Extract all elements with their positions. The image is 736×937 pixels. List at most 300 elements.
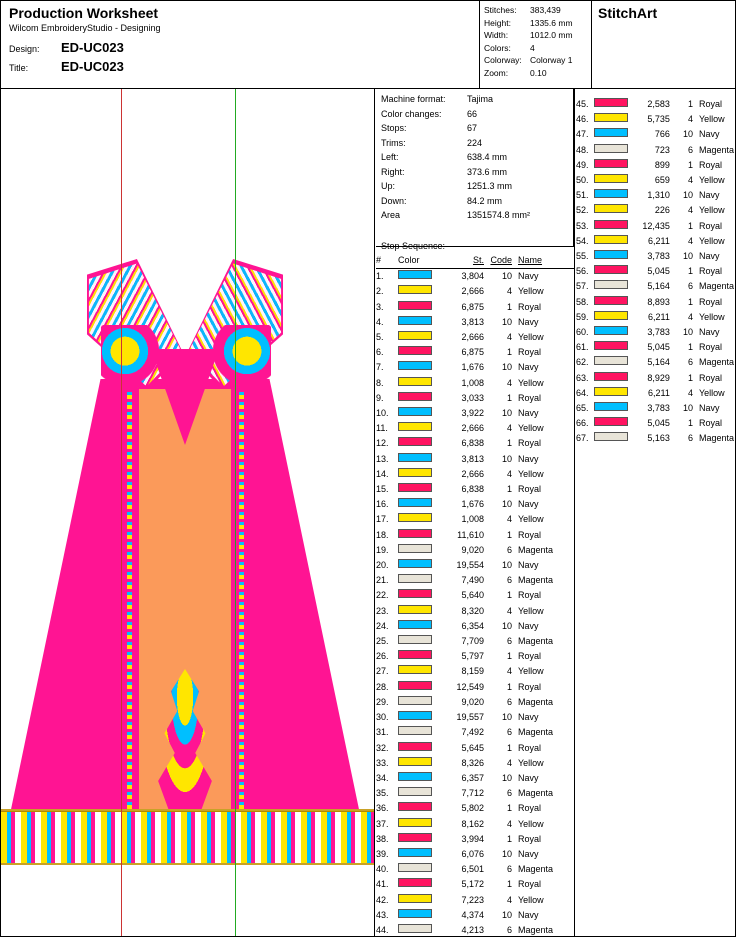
hem-line-bottom <box>1 863 375 865</box>
table-row <box>576 264 734 279</box>
color-code: 10 <box>501 560 512 571</box>
stitch-count: 2,666 <box>461 468 484 479</box>
row-index: 56. <box>576 266 589 277</box>
swatch-icon <box>398 559 432 568</box>
stitch-count: 6,875 <box>461 301 484 312</box>
color-code: 6 <box>506 575 512 586</box>
swatch-icon <box>398 635 432 644</box>
stitch-count: 6,838 <box>461 484 484 495</box>
color-name: Magenta <box>518 636 554 647</box>
row-index: 41. <box>376 879 389 890</box>
row-index: 42. <box>376 894 389 905</box>
color-swatch <box>398 893 438 908</box>
color-name: Yellow <box>518 286 544 297</box>
color-swatch <box>594 188 632 203</box>
color-swatch <box>594 355 632 370</box>
color-swatch <box>398 391 438 406</box>
color-name: Navy <box>698 403 720 414</box>
table-row <box>376 634 574 649</box>
swatch-icon <box>398 301 432 310</box>
stitch-count: 12,549 <box>456 681 484 692</box>
color-code: 4 <box>687 205 693 216</box>
color-code: 1 <box>506 438 512 449</box>
swatch-icon <box>594 326 628 335</box>
stitch-count: 2,666 <box>461 423 484 434</box>
row-index: 22. <box>376 590 389 601</box>
color-swatch <box>398 923 438 937</box>
swatch-icon <box>594 432 628 441</box>
header-right <box>591 1 735 89</box>
stitch-count: 5,645 <box>461 742 484 753</box>
color-swatch <box>398 741 438 756</box>
color-code: 10 <box>501 848 512 859</box>
color-name: Royal <box>518 438 542 449</box>
garment-artwork <box>1 89 375 936</box>
table-row <box>376 588 574 603</box>
swatch-icon <box>398 574 432 583</box>
color-swatch <box>594 325 632 340</box>
row-index: 12. <box>376 438 389 449</box>
swatch-icon <box>594 220 628 229</box>
table-row <box>576 158 734 173</box>
table-row <box>376 467 574 482</box>
summary-row <box>484 4 587 17</box>
swatch-icon <box>398 377 432 386</box>
table-row <box>576 310 734 325</box>
stat-value: 638.4 mm <box>467 152 508 162</box>
swatch-icon <box>398 483 432 492</box>
color-swatch <box>594 279 632 294</box>
color-name: Royal <box>518 803 542 814</box>
stitch-count: 6,838 <box>461 438 484 449</box>
color-code: 1 <box>506 833 512 844</box>
stitch-count: 8,320 <box>461 605 484 616</box>
stat-row <box>381 165 568 180</box>
color-swatch <box>398 801 438 816</box>
color-swatch <box>398 847 438 862</box>
color-code: 4 <box>687 175 693 186</box>
swatch-icon <box>398 361 432 370</box>
stat-row <box>381 150 568 165</box>
color-code: 1 <box>506 347 512 358</box>
color-code: 6 <box>506 788 512 799</box>
stat-row <box>381 136 568 151</box>
table-row <box>376 300 574 315</box>
row-index: 6. <box>376 347 384 358</box>
stitch-count: 226 <box>654 205 670 216</box>
color-name: Royal <box>698 266 722 277</box>
color-name: Royal <box>698 296 722 307</box>
color-code: 6 <box>506 864 512 875</box>
swatch-icon <box>398 726 432 735</box>
color-code: 1 <box>506 529 512 540</box>
color-swatch <box>398 604 438 619</box>
swatch-icon <box>398 346 432 355</box>
color-code: 10 <box>501 316 512 327</box>
stitch-count: 2,583 <box>647 99 670 109</box>
row-index: 23. <box>376 605 389 616</box>
color-swatch <box>594 158 632 173</box>
color-swatch <box>398 588 438 603</box>
swatch-icon <box>398 848 432 857</box>
color-name: Yellow <box>518 757 544 768</box>
color-swatch <box>594 431 632 446</box>
column-divider <box>574 89 575 936</box>
row-index: 58. <box>576 296 589 307</box>
row-index: 1. <box>376 271 384 282</box>
row-index: 40. <box>376 864 389 875</box>
swatch-icon <box>398 696 432 705</box>
table-row <box>376 801 574 816</box>
table-row <box>376 771 574 786</box>
table-row <box>376 497 574 512</box>
design-preview <box>1 89 375 936</box>
stitch-count: 723 <box>654 144 670 155</box>
color-code: 4 <box>687 387 693 398</box>
color-swatch <box>398 315 438 330</box>
table-row <box>376 330 574 345</box>
summary-value: 4 <box>530 42 535 53</box>
stat-row <box>381 194 568 209</box>
color-code: 4 <box>687 235 693 246</box>
table-header-row <box>376 253 574 269</box>
table-row <box>576 355 734 370</box>
color-name: Yellow <box>518 666 544 677</box>
color-code: 6 <box>506 924 512 935</box>
color-swatch <box>398 817 438 832</box>
stitch-count: 5,045 <box>647 266 670 277</box>
guideline-vertical-red <box>121 89 122 936</box>
swatch-icon <box>398 513 432 522</box>
color-name: Magenta <box>518 727 554 738</box>
color-name: Navy <box>518 848 539 859</box>
table-row <box>376 680 574 695</box>
row-index: 7. <box>376 362 384 373</box>
summary-value: 1012.0 mm <box>530 30 573 41</box>
color-name: Navy <box>518 560 539 571</box>
design-summary <box>479 1 591 89</box>
swatch-icon <box>398 863 432 872</box>
row-index: 27. <box>376 666 389 677</box>
row-index: 25. <box>376 636 389 647</box>
color-swatch <box>398 543 438 558</box>
row-index: 66. <box>576 418 589 429</box>
color-swatch <box>398 330 438 345</box>
color-code: 4 <box>506 894 512 905</box>
color-swatch <box>398 710 438 725</box>
color-name: Navy <box>698 327 720 338</box>
table-row <box>376 832 574 847</box>
table-row <box>576 234 734 249</box>
swatch-icon <box>398 818 432 827</box>
color-code: 1 <box>687 418 693 429</box>
color-code: 1 <box>506 301 512 312</box>
title-label: Title: <box>9 63 29 73</box>
swatch-icon <box>594 280 628 289</box>
col-stitches: St. <box>438 253 490 269</box>
color-code: 1 <box>506 742 512 753</box>
swatch-icon <box>594 128 628 137</box>
color-code: 1 <box>687 372 693 383</box>
color-swatch <box>594 310 632 325</box>
summary-row <box>484 42 587 55</box>
stat-key: Up: <box>381 181 396 191</box>
stitch-count: 6,875 <box>461 347 484 358</box>
swatch-icon <box>594 402 628 411</box>
stitch-count: 5,163 <box>647 433 670 444</box>
swatch-icon <box>594 417 628 426</box>
row-index: 48. <box>576 144 589 155</box>
row-index: 61. <box>576 342 589 353</box>
color-code: 4 <box>506 286 512 297</box>
swatch-icon <box>398 589 432 598</box>
color-swatch <box>398 786 438 801</box>
stitch-count: 3,804 <box>461 271 484 282</box>
table-row <box>376 543 574 558</box>
color-swatch <box>398 436 438 451</box>
table-row <box>376 862 574 877</box>
color-name: Navy <box>518 620 539 631</box>
stat-value: Tajima <box>467 94 494 104</box>
color-code: 1 <box>687 159 693 170</box>
stitch-count: 899 <box>654 159 670 170</box>
color-name: Navy <box>698 251 720 262</box>
page-header <box>1 1 735 89</box>
color-name: Royal <box>518 879 542 890</box>
color-code: 10 <box>682 190 693 201</box>
swatch-icon <box>398 422 432 431</box>
color-swatch <box>594 371 632 386</box>
color-swatch <box>398 360 438 375</box>
stitch-count: 3,783 <box>647 251 670 262</box>
table-row <box>376 391 574 406</box>
stat-row <box>381 92 568 107</box>
stitch-count: 3,033 <box>461 392 484 403</box>
color-name: Royal <box>518 590 542 601</box>
swatch-icon <box>398 468 432 477</box>
stat-value: 1351574.8 mm² <box>467 210 531 220</box>
stitch-count: 6,357 <box>461 772 484 783</box>
color-name: Royal <box>518 742 542 753</box>
color-code: 4 <box>687 114 693 125</box>
swatch-icon <box>398 833 432 842</box>
stitch-count: 6,211 <box>648 387 670 398</box>
color-name: Royal <box>518 681 542 692</box>
color-code: 1 <box>506 803 512 814</box>
table-row <box>376 360 574 375</box>
swatch-icon <box>398 650 432 659</box>
color-swatch <box>398 908 438 923</box>
swatch-icon <box>398 620 432 629</box>
color-name: Magenta <box>518 696 554 707</box>
table-row <box>376 756 574 771</box>
color-swatch <box>594 97 632 112</box>
table-row <box>376 528 574 543</box>
stat-key: Down: <box>381 195 407 206</box>
stitch-count: 6,354 <box>461 620 484 631</box>
color-name: Navy <box>518 772 539 783</box>
stat-value: 67 <box>467 123 478 133</box>
swatch-icon <box>594 159 628 168</box>
color-code: 4 <box>506 468 512 479</box>
color-name: Navy <box>518 909 539 920</box>
color-name: Yellow <box>518 605 544 616</box>
stat-row <box>381 107 568 122</box>
color-swatch <box>594 112 632 127</box>
stat-row <box>381 121 568 136</box>
stitch-count: 3,922 <box>461 408 484 419</box>
table-row <box>376 649 574 664</box>
color-swatch <box>398 269 438 285</box>
page-title: Production Worksheet <box>9 5 159 21</box>
swatch-icon <box>398 665 432 674</box>
table-row <box>376 908 574 923</box>
color-code: 4 <box>506 332 512 343</box>
col-index: # <box>376 253 398 269</box>
table-row <box>576 203 734 218</box>
table-row <box>576 295 734 310</box>
color-swatch <box>398 862 438 877</box>
summary-value: Colorway 1 <box>530 55 573 66</box>
stitch-count: 7,490 <box>461 575 484 586</box>
summary-key: Colorway: <box>484 55 522 66</box>
table-row <box>376 847 574 862</box>
row-index: 21. <box>376 575 389 586</box>
stat-key: Machine format: <box>381 94 446 104</box>
color-code: 10 <box>501 909 512 920</box>
stitch-count: 4,374 <box>461 909 484 920</box>
table-row <box>576 431 734 446</box>
summary-row <box>484 17 587 30</box>
table-row <box>376 482 574 497</box>
table-row <box>576 416 734 431</box>
swatch-icon <box>594 189 628 198</box>
stitch-count: 9,020 <box>461 696 484 707</box>
summary-value: 0.10 <box>530 67 547 78</box>
swatch-icon <box>398 331 432 340</box>
stitch-count: 3,783 <box>647 327 670 338</box>
color-name: Navy <box>518 712 539 723</box>
stitch-count: 5,172 <box>461 879 484 890</box>
table-row <box>376 269 574 285</box>
color-name: Magenta <box>698 433 734 444</box>
row-index: 53. <box>576 220 589 231</box>
color-code: 10 <box>682 251 693 262</box>
swatch-icon <box>594 372 628 381</box>
color-swatch <box>594 416 632 431</box>
color-swatch <box>398 832 438 847</box>
stitch-count: 3,813 <box>461 453 484 464</box>
table-row <box>576 325 734 340</box>
color-swatch <box>398 345 438 360</box>
table-row <box>576 127 734 142</box>
color-code: 1 <box>506 590 512 601</box>
stat-value: 224 <box>467 137 483 148</box>
center-panel-trim-right <box>239 389 244 819</box>
stitch-count: 7,223 <box>461 894 484 905</box>
row-index: 24. <box>376 620 389 631</box>
stitch-count: 11,610 <box>457 529 484 540</box>
stitch-count: 2,666 <box>461 332 484 343</box>
swatch-icon <box>398 316 432 325</box>
row-index: 43. <box>376 909 389 920</box>
swatch-icon <box>594 356 628 365</box>
stitch-count: 1,008 <box>461 514 484 525</box>
color-swatch <box>398 725 438 740</box>
row-index: 10. <box>376 408 389 419</box>
color-swatch <box>398 467 438 482</box>
row-index: 67. <box>576 433 589 444</box>
color-swatch <box>398 482 438 497</box>
table-row <box>376 725 574 740</box>
stitch-count: 8,159 <box>461 666 484 677</box>
table-row <box>576 143 734 158</box>
color-swatch <box>594 173 632 188</box>
table-row <box>376 376 574 391</box>
swatch-icon <box>594 387 628 396</box>
row-index: 3. <box>376 301 384 312</box>
swatch-icon <box>594 144 628 153</box>
stat-row <box>381 179 568 194</box>
row-index: 26. <box>376 651 389 662</box>
swatch-icon <box>398 772 432 781</box>
color-swatch <box>398 680 438 695</box>
color-code: 1 <box>506 484 512 495</box>
summary-key: Width: <box>484 30 509 41</box>
stitch-count: 5,797 <box>461 651 484 662</box>
color-name: Magenta <box>518 544 554 555</box>
col-code: Code <box>490 253 518 269</box>
row-index: 39. <box>376 848 389 859</box>
color-code: 10 <box>501 499 512 510</box>
color-code: 6 <box>687 281 693 292</box>
color-name: Yellow <box>518 514 544 525</box>
summary-key: Height: <box>484 17 511 28</box>
color-swatch <box>398 421 438 436</box>
color-code: 6 <box>506 544 512 555</box>
color-swatch <box>398 573 438 588</box>
stitch-count: 5,045 <box>647 342 670 353</box>
stitch-count: 4,213 <box>461 924 484 935</box>
table-row <box>376 923 574 937</box>
design-value: ED-UC023 <box>61 40 124 55</box>
table-row <box>376 406 574 421</box>
color-name: Yellow <box>698 387 725 398</box>
color-name: Yellow <box>518 818 544 829</box>
swatch-icon <box>398 270 432 279</box>
summary-key: Zoom: <box>484 67 509 78</box>
table-row <box>376 817 574 832</box>
row-index: 51. <box>576 190 589 201</box>
table-row <box>376 558 574 573</box>
table-row <box>576 249 734 264</box>
col-name: Name <box>518 253 574 269</box>
table-row <box>376 619 574 634</box>
row-index: 4. <box>376 316 384 327</box>
stat-key: Right: <box>381 166 405 177</box>
stop-sequence-heading: Stop Sequence: <box>381 241 446 251</box>
stitch-count: 8,162 <box>461 818 484 829</box>
color-name: Royal <box>518 833 542 844</box>
stitch-count: 8,893 <box>647 296 670 307</box>
color-swatch <box>594 340 632 355</box>
color-code: 10 <box>501 620 512 631</box>
color-code: 1 <box>687 99 693 109</box>
row-index: 44. <box>376 924 389 935</box>
color-name: Magenta <box>518 575 554 586</box>
stitch-count: 766 <box>654 129 670 140</box>
swatch-icon <box>398 544 432 553</box>
